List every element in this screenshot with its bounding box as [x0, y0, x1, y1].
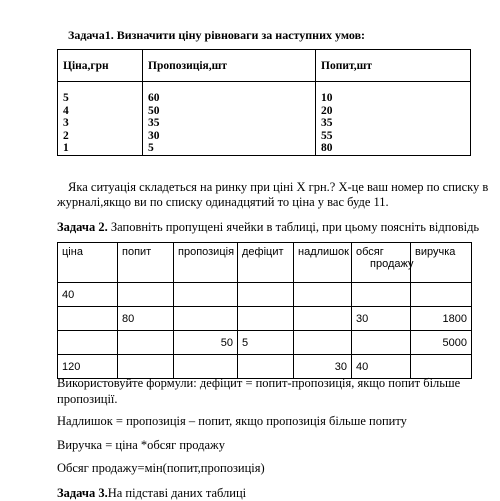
task1-supply-value: 30 [148, 129, 160, 142]
task2-cell-deficit [238, 355, 294, 379]
task1-price-value: 5 [63, 92, 69, 104]
task2-header-surplus: надлишок [294, 243, 352, 283]
task1-price-value: 4 [63, 104, 69, 117]
task1-question-line1: Яка ситуація складеться на ринку при ціні Х грн.? Х-це ваш номер по списку в [68, 180, 489, 194]
task2-cell-surplus [294, 283, 352, 307]
formulas-line1: Використовуйте формули: дефіцит = попит-пропозиція, якщо попит більше [57, 376, 461, 390]
task1-price-value: 2 [63, 129, 69, 142]
task1-supply-value: 35 [148, 117, 160, 129]
task1-header-demand: Попит,шт [316, 50, 471, 82]
task1-title: Задача1. Визначити ціну рівноваги за наступних умов: [68, 28, 366, 42]
task1-demand-value: 10 [321, 92, 333, 104]
task1-supply-column [143, 82, 316, 156]
revenue-formula: Виручка = ціна *обсяг продажу [57, 438, 225, 452]
task2-header-volume-line2: продажу [370, 258, 414, 270]
task2-cell-demand [118, 355, 174, 379]
task2-cell-surplus [294, 331, 352, 355]
task2-header-price: ціна [58, 243, 118, 283]
task2-cell-volume [352, 331, 411, 355]
task2-cell-price: 120 [58, 355, 118, 379]
task1-supply-value: 5 [148, 142, 154, 154]
task1-table [57, 49, 471, 156]
task2-cell-supply [174, 355, 238, 379]
task2-cell-demand [118, 283, 174, 307]
task2-cell-revenue [411, 355, 472, 379]
task2-header-supply: пропозиція [174, 243, 238, 283]
task2-cell-deficit [238, 307, 294, 331]
task1-price-column [58, 82, 143, 156]
task2-cell-supply: 50 [174, 331, 238, 355]
task1-supply-value: 60 [148, 92, 160, 104]
task2-row [58, 331, 472, 355]
task1-demand-value: 20 [321, 104, 333, 117]
task2-header-deficit: дефіцит [238, 243, 294, 283]
task2-header-row [58, 243, 472, 283]
task1-header-supply: Пропозиція,шт [143, 50, 316, 82]
task2-cell-volume: 40 [352, 355, 411, 379]
task3-title [57, 486, 246, 501]
surplus-formula: Надлишок = пропозиція – попит, якщо пропозиція більше попиту [57, 414, 407, 428]
task1-header-row [58, 50, 471, 82]
task1-price-value: 1 [63, 142, 69, 154]
task2-cell-price: 40 [58, 283, 118, 307]
task1-question-line2: журналі,якщо ви по списку одинадцятий то ціна у вас буде 11. [57, 195, 389, 209]
task2-cell-revenue: 1800 [411, 307, 472, 331]
task2-header-volume [352, 243, 414, 283]
task3-title-text: На підставі даних таблиці [107, 486, 247, 500]
task1-demand-value: 55 [321, 129, 333, 142]
task2-cell-supply [174, 307, 238, 331]
task1-price-value: 3 [63, 117, 69, 129]
task2-title [57, 220, 479, 235]
task2-title-text: Заповніть пропущені ячейки в таблиці, при цьому поясніть відповідь [107, 220, 480, 234]
task2-cell-demand: 80 [118, 307, 174, 331]
formulas-line2: пропозиції. [57, 392, 118, 406]
task2-cell-deficit [238, 283, 294, 307]
task2-title-label: Задача 2. [57, 220, 108, 234]
task2-row [58, 307, 472, 331]
task2-row [58, 355, 472, 379]
task1-supply-value: 50 [148, 104, 160, 117]
task1-header-price: Ціна,грн [58, 50, 143, 82]
task1-data-row [58, 82, 471, 156]
task2-header-volume-line1: обсяг [356, 246, 384, 258]
task2-header-demand: попит [118, 243, 174, 283]
task2-cell-demand [118, 331, 174, 355]
task3-title-label: Задача 3. [57, 486, 108, 500]
task1-demand-column [316, 82, 471, 156]
task2-cell-revenue [411, 283, 472, 307]
task2-cell-deficit: 5 [238, 331, 294, 355]
task2-cell-revenue: 5000 [411, 331, 472, 355]
task2-row [58, 283, 472, 307]
volume-formula: Обсяг продажу=мін(попит,пропозиція) [57, 461, 265, 475]
task1-demand-value: 35 [321, 117, 333, 129]
task2-cell-volume: 30 [352, 307, 411, 331]
task2-cell-volume [352, 283, 411, 307]
task2-cell-supply [174, 283, 238, 307]
task2-cell-price [58, 307, 118, 331]
task2-cell-surplus: 30 [294, 355, 352, 379]
task2-table [57, 242, 472, 379]
task2-cell-price [58, 331, 118, 355]
task2-header-revenue: виручка [411, 243, 472, 283]
task2-cell-surplus [294, 307, 352, 331]
task1-demand-value: 80 [321, 142, 333, 154]
